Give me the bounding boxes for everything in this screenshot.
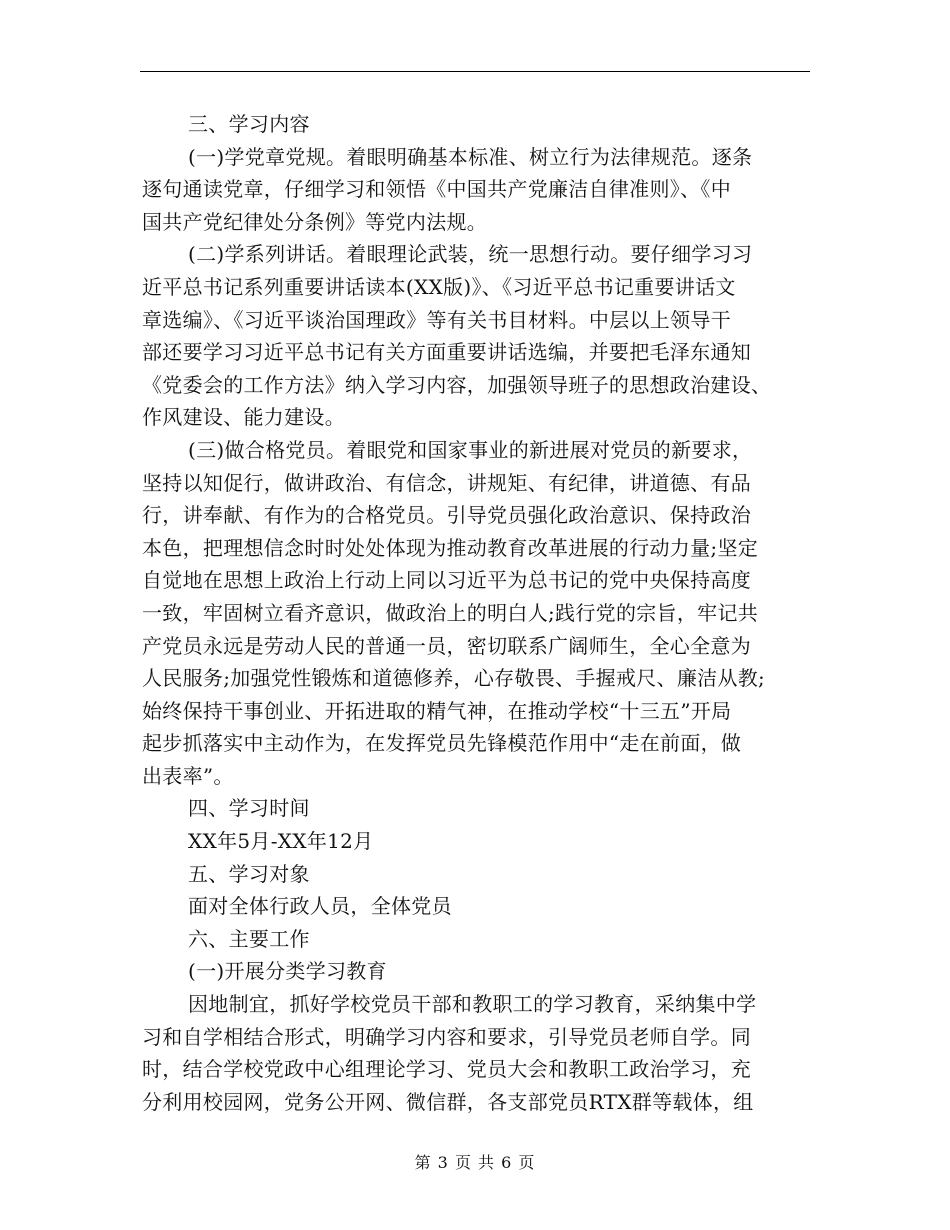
paragraph-line: 部还要学习习近平总书记有关方面重要讲话选编，并要把毛泽东通知 bbox=[142, 340, 751, 365]
paragraph-line: 国共产党纪律处分条例》等党内法规。 bbox=[142, 209, 488, 234]
subheading-classified-study: (一)开展分类学习教育 bbox=[188, 959, 387, 984]
section-heading-content: 三、学习内容 bbox=[188, 112, 310, 136]
paragraph-line: 近平总书记系列重要讲话读本(XX版)》、《习近平总书记重要讲话文 bbox=[142, 274, 736, 299]
page-number-footer: 第 3 页 共 6 页 bbox=[414, 1153, 536, 1172]
paragraph-line: 《党委会的工作方法》纳入学习内容，加强领导班子的思想政治建设、 bbox=[142, 372, 772, 397]
paragraph-line: 产党员永远是劳动人民的普通一员，密切联系广阔师生，全心全意为 bbox=[142, 633, 751, 658]
section-heading-audience: 五、学习对象 bbox=[188, 861, 310, 886]
paragraph-line: 行，讲奉献、有作为的合格党员。引导党员强化政治意识、保持政治 bbox=[142, 503, 751, 528]
paragraph-line: 始终保持干事创业、开拓进取的精气神，在推动学校“十三五”开局 bbox=[142, 698, 732, 723]
paragraph-line: 分利用校园网，党务公开网、微信群，各支部党员RTX群等载体，组 bbox=[142, 1089, 754, 1114]
paragraph-line: (二)学系列讲话。着眼理论武装，统一思想行动。要仔细学习习 bbox=[188, 242, 753, 267]
study-period: XX年5月-XX年12月 bbox=[188, 829, 374, 854]
paragraph-line: 起步抓落实中主动作为，在发挥党员先锋模范作用中“走在前面，做 bbox=[142, 731, 742, 756]
paragraph-line: 出表率”。 bbox=[142, 763, 234, 788]
paragraph-line: 章选编》、《习近平谈治国理政》等有关书目材料。中层以上领导干 bbox=[142, 307, 731, 332]
audience-text: 面对全体行政人员，全体党员 bbox=[188, 894, 452, 919]
paragraph-line: 时，结合学校党政中心组理论学习、党员大会和教职工政治学习，充 bbox=[142, 1057, 751, 1082]
section-heading-time: 四、学习时间 bbox=[188, 796, 310, 821]
paragraph-line: 作风建设、能力建设。 bbox=[142, 405, 345, 430]
paragraph-line: 习和自学相结合形式，明确学习内容和要求，引导党员老师自学。同 bbox=[142, 1024, 751, 1049]
paragraph-line: (一)学党章党规。着眼明确基本标准、树立行为法律规范。逐条 bbox=[188, 144, 753, 169]
paragraph-line: 坚持以知促行，做讲政治、有信念，讲规矩、有纪律，讲道德、有品 bbox=[142, 470, 751, 495]
paragraph-line: 人民服务;加强党性锻炼和道德修养，心存敬畏、手握戒尺、廉洁从教; bbox=[142, 666, 766, 691]
paragraph-line: 一致，牢固树立看齐意识，做政治上的明白人;践行党的宗旨，牢记共 bbox=[142, 600, 759, 625]
section-heading-work: 六、主要工作 bbox=[188, 926, 310, 951]
paragraph-line: 本色，把理想信念时时处处体现为推动教育改革进展的行动力量;坚定 bbox=[142, 535, 759, 560]
paragraph-line: 自觉地在思想上政治上行动上同以习近平为总书记的党中央保持高度 bbox=[142, 568, 751, 593]
body-text bbox=[142, 108, 814, 1118]
header-rule bbox=[140, 71, 810, 72]
paragraph-line: 因地制宜，抓好学校党员干部和教职工的学习教育，采纳集中学 bbox=[188, 992, 757, 1017]
paragraph-line: 逐句通读党章，仔细学习和领悟《中国共产党廉洁自律准则》、《中 bbox=[142, 177, 731, 202]
paragraph-line: (三)做合格党员。着眼党和国家事业的新进展对党员的新要求， bbox=[188, 437, 753, 462]
